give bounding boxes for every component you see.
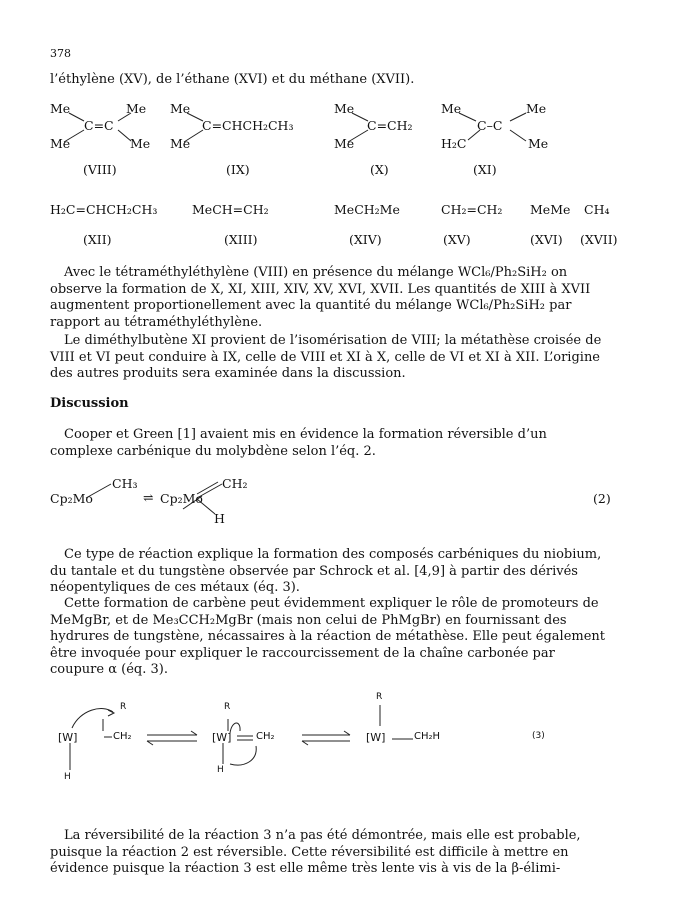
- eq3-h1: H: [64, 772, 71, 782]
- page-number: 378: [50, 47, 71, 60]
- paragraph-cooper-green: Cooper et Green [1] avaient mis en évidence la formation réversible d’un complexe carbénique du molybdène selon l’éq. 2.: [50, 427, 547, 459]
- viii-me-bottom-right: Me: [130, 136, 151, 151]
- viii-me-top-left: Me: [50, 101, 71, 116]
- xi-cc: C–C: [477, 118, 503, 133]
- xi-me-top-left: Me: [441, 101, 462, 116]
- eq3-number: (3): [532, 731, 545, 741]
- formula-xv: CH₂=CH₂: [441, 202, 503, 217]
- paragraph-schrock: Ce type de réaction explique la formation des composés carbéniques du niobium, du tantale et du tungstène observée par Schrock et al. [4,9] à partir des dérivés néopentyliques de ces métaux (éq. 3).: [50, 547, 602, 596]
- x-me-bottom: Me: [334, 136, 355, 151]
- paragraph-reversibilite: La réversibilité de la réaction 3 n’a pas été démontrée, mais elle est probable, puisque la réaction 2 est réversible. Cette réversibilité est difficile à mettre en évidence puisque la réaction 3 est elle même très lente vis à vis de la β-élimi-: [50, 828, 581, 877]
- label-xvii: (XVII): [580, 232, 618, 247]
- viii-me-top-right: Me: [126, 101, 147, 116]
- label-xi: (XI): [473, 162, 497, 177]
- label-xv: (XV): [443, 232, 471, 247]
- label-ix: (IX): [226, 162, 250, 177]
- paragraph-results: Avec le tétraméthyléthylène (VIII) en présence du mélange WCl₆/Ph₂SiH₂ on observe la formation de X, XI, XIII, XIV, XV, XVI, XVII. Les quantités de XIII à XVII augmentent proportionellement avec la quantité du mélange WCl₆/Ph₂SiH₂ par rapport au tétraméthyléthylène.: [50, 265, 591, 330]
- eq3-ch2h: CH₂H: [414, 731, 441, 742]
- eq2-left: Cp₂Mo: [50, 491, 93, 506]
- section-heading-discussion: Discussion: [50, 396, 129, 411]
- label-xiv: (XIV): [349, 232, 382, 247]
- eq2-arrow: ⇌: [143, 490, 154, 505]
- ix-chain: C=CHCH₂CH₃: [202, 118, 294, 133]
- viii-me-bottom-left: Me: [50, 136, 71, 151]
- formula-xvi: MeMe: [530, 202, 571, 217]
- label-xii: (XII): [83, 232, 112, 247]
- formula-xii: H₂C=CHCH₂CH₃: [50, 202, 158, 217]
- x-chain: C=CH₂: [367, 118, 413, 133]
- label-x: (X): [370, 162, 389, 177]
- eq3-ch2-2: CH₂: [256, 731, 275, 742]
- paragraph-isomerisation: Le diméthylbutène XI provient de l’isomérisation de VIII; la métathèse croisée de VIII et VI peut conduire à IX, celle de VIII et XI à X, celle de VI et XI à XII. L’origine des autres produits sera examinée dans la discussion.: [50, 333, 602, 382]
- eq3-w1: [W]: [58, 731, 78, 744]
- xi-me-bottom-right: Me: [528, 136, 549, 151]
- eq2-number: (2): [593, 491, 611, 506]
- xi-h2c: H₂C: [441, 136, 467, 151]
- viii-cc: C=C: [84, 118, 114, 133]
- label-xiii: (XIII): [224, 232, 258, 247]
- eq3-h2: H: [217, 765, 224, 775]
- formula-xvii: CH₄: [584, 202, 610, 217]
- ix-me-top: Me: [170, 101, 191, 116]
- eq3-w2: [W]: [212, 731, 232, 744]
- ix-me-bottom: Me: [170, 136, 191, 151]
- eq3-ch2-1: CH₂: [113, 731, 132, 742]
- eq3-r3: R: [376, 692, 383, 702]
- label-viii: (VIII): [83, 162, 117, 177]
- xi-me-top-right: Me: [526, 101, 547, 116]
- eq2-ch3: CH₃: [112, 476, 138, 491]
- eq2-right: Cp₂Mo: [160, 491, 203, 506]
- x-me-top: Me: [334, 101, 355, 116]
- intro-line: l’éthylène (XV), de l’éthane (XVI) et du méthane (XVII).: [50, 72, 415, 87]
- eq3-r2: R: [224, 702, 231, 712]
- label-xvi: (XVI): [530, 232, 563, 247]
- paragraph-promoteurs: Cette formation de carbène peut évidemment expliquer le rôle de promoteurs de MeMgBr, et de Me₃CCH₂MgBr (mais non celui de PhMgBr) en fournissant des hydrures de tungstène, nécassaires à la réaction de métathèse. Elle peut également être invoquée pour expliquer le raccourcissement de la chaîne carbonée par coupure α (éq. 3).: [50, 596, 606, 678]
- formula-xiv: MeCH₂Me: [334, 202, 400, 217]
- eq3-r1: R: [120, 702, 127, 712]
- eq2-ch2: CH₂: [222, 476, 248, 491]
- eq2-h: H: [214, 511, 225, 526]
- formula-xiii: MeCH=CH₂: [192, 202, 269, 217]
- eq3-w3: [W]: [366, 731, 386, 744]
